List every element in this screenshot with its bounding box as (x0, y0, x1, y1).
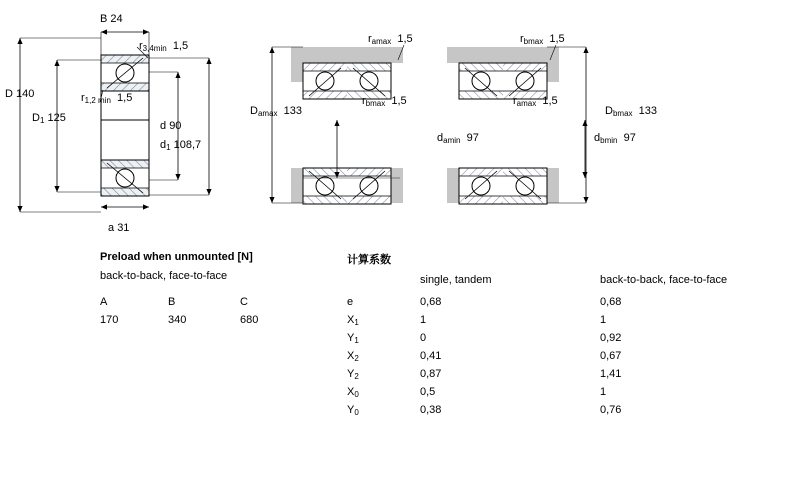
label-ramax-top-left: $r_{amax}$ 1,5 (368, 33, 413, 46)
factors-row-single: 1 (420, 314, 427, 326)
factors-row-btb: 0,92 (600, 332, 622, 344)
factors-row-btb: 0,67 (600, 350, 622, 362)
factors-row-label: $Y_2$ (347, 368, 359, 381)
factors-row-label: $X_2$ (347, 350, 359, 363)
label-rbmax-top-right: $r_{bmax}$ 1,5 (520, 33, 565, 46)
preload-col-C: C (240, 296, 248, 308)
factors-row-label: $X_1$ (347, 314, 359, 327)
right-mounting-section (269, 45, 588, 204)
factors-row-single: 0,41 (420, 350, 442, 362)
factors-row-single: 0,38 (420, 404, 442, 416)
factors-row-label: $Y_0$ (347, 404, 359, 417)
label-ramax-inner-right: $r_{amax}$ 1,5 (513, 95, 558, 108)
factors-row-btb: 1 (600, 386, 607, 398)
preload-table-subtitle: back-to-back, face-to-face (100, 270, 228, 282)
preload-col-A: A (100, 296, 108, 308)
preload-val-B: 340 (168, 314, 187, 326)
preload-val-C: 680 (240, 314, 259, 326)
label-B: B 24 (100, 13, 123, 25)
label-d: d 90 (160, 120, 182, 132)
factors-row-btb: 1 (600, 314, 607, 326)
label-r12min: $r_{1,2 min}$ 1,5 (81, 92, 133, 105)
factors-row-label: e (347, 296, 354, 308)
factors-table-title: 计算系数 (347, 253, 391, 266)
factors-row-single: 0,87 (420, 368, 442, 380)
label-d1: $d_1$ 108,7 (160, 139, 202, 152)
label-r34min: $r_{3,4min}$ 1,5 (139, 40, 189, 53)
preload-val-A: 170 (100, 314, 119, 326)
label-D1: $D_1$ 125 (32, 112, 66, 125)
factors-row-label: $Y_1$ (347, 332, 359, 345)
factors-col-single: single, tandem (420, 274, 492, 286)
factors-row-single: 0,68 (420, 296, 442, 308)
factors-row-single: 0 (420, 332, 427, 344)
label-dbmin: $d_{bmin}$ 97 (594, 132, 636, 145)
factors-col-btb: back-to-back, face-to-face (600, 274, 728, 286)
factors-row-label: $X_0$ (347, 386, 359, 399)
factors-row-btb: 0,68 (600, 296, 622, 308)
label-D: D 140 (5, 88, 35, 100)
label-Damax: $D_{amax}$ 133 (250, 105, 302, 118)
factors-row-btb: 0,76 (600, 404, 622, 416)
label-Dbmax: $D_{bmax}$ 133 (605, 105, 657, 118)
factors-row-single: 0,5 (420, 386, 436, 398)
factors-row-btb: 1,41 (600, 368, 622, 380)
label-rbmax-inner-left: $r_{bmax}$ 1,5 (362, 95, 407, 108)
preload-table-title: Preload when unmounted [N] (100, 251, 253, 263)
label-a: a 31 (108, 222, 130, 234)
label-damin: $d_{amin}$ 97 (437, 132, 479, 145)
preload-col-B: B (168, 296, 176, 308)
